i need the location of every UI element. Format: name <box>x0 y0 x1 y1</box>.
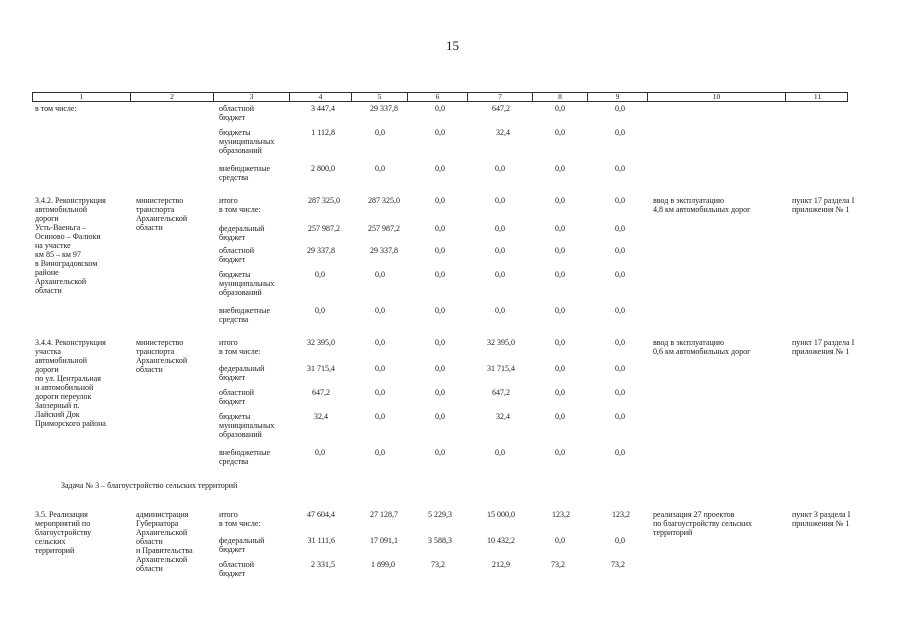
value-col9: 0,0 <box>615 448 625 457</box>
value-col8: 73,2 <box>551 560 565 569</box>
value-col5: 0,0 <box>375 412 385 421</box>
value-col7: 0,0 <box>495 196 505 205</box>
executor: министерство транспорта Архангельской области <box>136 338 188 374</box>
value-col6: 73,2 <box>431 560 445 569</box>
value-col6: 0,0 <box>435 448 445 457</box>
funding-type: федеральный бюджет <box>219 224 265 242</box>
col-header-8: 8 <box>533 92 588 102</box>
executor: министерство транспорта Архангельской области <box>136 196 188 232</box>
reference: пункт 17 раздела I приложения № 1 <box>792 196 855 214</box>
value-col4: 3 447,4 <box>311 104 335 113</box>
value-col5: 29 337,8 <box>370 246 398 255</box>
value-col6: 0,0 <box>435 128 445 137</box>
col-header-3: 3 <box>214 92 290 102</box>
value-col4: 32,4 <box>314 412 328 421</box>
reference: пункт 3 раздела I приложения № 1 <box>792 510 851 528</box>
value-col4: 257 987,2 <box>308 224 340 233</box>
value-col7: 0,0 <box>495 224 505 233</box>
value-col7: 647,2 <box>492 104 510 113</box>
funding-type: областной бюджет <box>219 246 255 264</box>
value-col4: 2 331,5 <box>311 560 335 569</box>
value-col5: 0,0 <box>375 364 385 373</box>
value-col8: 0,0 <box>555 270 565 279</box>
value-col4: 32 395,0 <box>307 338 335 347</box>
value-col5: 0,0 <box>375 338 385 347</box>
value-col8: 0,0 <box>555 306 565 315</box>
funding-type: итого в том числе: <box>219 196 261 214</box>
block-name: 3.5. Реализация мероприятий по благоустройству сельских территорий <box>35 510 92 555</box>
value-col5: 27 128,7 <box>370 510 398 519</box>
result: ввод в эксплуатацию 4,8 км автомобильных дорог <box>653 196 751 214</box>
value-col5: 0,0 <box>375 128 385 137</box>
value-col8: 0,0 <box>555 364 565 373</box>
funding-type: федеральный бюджет <box>219 364 265 382</box>
value-col6: 0,0 <box>435 270 445 279</box>
value-col9: 0,0 <box>615 270 625 279</box>
value-col6: 0,0 <box>435 412 445 421</box>
value-col9: 0,0 <box>615 128 625 137</box>
funding-type: федеральный бюджет <box>219 536 265 554</box>
value-col9: 0,0 <box>615 164 625 173</box>
funding-type: областной бюджет <box>219 104 255 122</box>
value-col4: 0,0 <box>315 270 325 279</box>
value-col5: 17 091,1 <box>370 536 398 545</box>
value-col6: 0,0 <box>435 364 445 373</box>
value-col7: 0,0 <box>495 270 505 279</box>
value-col7: 647,2 <box>492 388 510 397</box>
value-col5: 0,0 <box>375 306 385 315</box>
value-col6: 3 588,3 <box>428 536 452 545</box>
col-header-11: 11 <box>813 92 822 101</box>
value-col4: 29 337,8 <box>307 246 335 255</box>
value-col8: 0,0 <box>555 338 565 347</box>
value-col4: 0,0 <box>315 448 325 457</box>
block-name: 3.4.4. Реконструкция участка автомобильной дороги по ул. Центральная и автомобильной дороги переулок Заозерный п. Лайский Док Приморского района <box>35 338 106 428</box>
funding-type: внебюджетные средства <box>219 448 270 466</box>
value-col8: 0,0 <box>555 224 565 233</box>
funding-type: итого в том числе: <box>219 510 261 528</box>
value-col7: 0,0 <box>495 448 505 457</box>
value-col6: 0,0 <box>435 104 445 113</box>
value-col9: 0,0 <box>615 412 625 421</box>
value-col4: 31 111,6 <box>307 536 335 545</box>
value-col6: 0,0 <box>435 306 445 315</box>
value-col6: 0,0 <box>435 224 445 233</box>
funding-type: областной бюджет <box>219 560 255 578</box>
value-col4: 31 715,4 <box>307 364 335 373</box>
result: ввод в эксплуатацию 0,6 км автомобильных дорог <box>653 338 751 356</box>
value-col9: 0,0 <box>615 536 625 545</box>
value-col7: 212,9 <box>492 560 510 569</box>
value-col9: 73,2 <box>611 560 625 569</box>
value-col6: 0,0 <box>435 196 445 205</box>
value-col9: 0,0 <box>615 388 625 397</box>
value-col8: 0,0 <box>555 536 565 545</box>
col-header-7: 7 <box>468 92 533 102</box>
value-col5: 287 325,0 <box>368 196 400 205</box>
value-col5: 257 987,2 <box>368 224 400 233</box>
value-col6: 0,0 <box>435 388 445 397</box>
funding-type: бюджеты муниципальных образований <box>219 128 275 155</box>
value-col7: 31 715,4 <box>487 364 515 373</box>
value-col7: 0,0 <box>495 164 505 173</box>
value-col5: 0,0 <box>375 388 385 397</box>
value-col7: 15 000,0 <box>487 510 515 519</box>
value-col5: 0,0 <box>375 270 385 279</box>
value-col9: 0,0 <box>615 338 625 347</box>
value-col9: 0,0 <box>615 246 625 255</box>
value-col7: 10 432,2 <box>487 536 515 545</box>
value-col9: 0,0 <box>615 196 625 205</box>
col-header-5: 5 <box>352 92 408 102</box>
value-col5: 0,0 <box>375 164 385 173</box>
value-col6: 0,0 <box>435 338 445 347</box>
value-col8: 0,0 <box>555 388 565 397</box>
value-col8: 0,0 <box>555 448 565 457</box>
value-col6: 0,0 <box>435 246 445 255</box>
funding-type: внебюджетные средства <box>219 306 270 324</box>
value-col7: 32 395,0 <box>487 338 515 347</box>
block-name: в том числе: <box>35 104 77 113</box>
value-col9: 0,0 <box>615 224 625 233</box>
funding-type: внебюджетные средства <box>219 164 270 182</box>
value-col9: 0,0 <box>615 306 625 315</box>
value-col8: 0,0 <box>555 104 565 113</box>
value-col4: 647,2 <box>312 388 330 397</box>
value-col4: 287 325,0 <box>308 196 340 205</box>
funding-type: областной бюджет <box>219 388 255 406</box>
value-col8: 0,0 <box>555 412 565 421</box>
col-header-4: 4 <box>290 92 352 102</box>
value-col9: 0,0 <box>615 104 625 113</box>
value-col4: 2 800,0 <box>311 164 335 173</box>
col-header-2: 2 <box>131 92 214 102</box>
value-col7: 0,0 <box>495 306 505 315</box>
value-col8: 0,0 <box>555 196 565 205</box>
value-col9: 0,0 <box>615 364 625 373</box>
col-header-9: 9 <box>588 92 648 102</box>
result: реализация 27 проектов по благоустройству сельских территорий <box>653 510 753 537</box>
block-name: 3.4.2. Реконструкция автомобильной дороги Усть-Ваеньга – Осиново – Фалюки на участке км 85 – км 97 в Виноградовском районе Архангельской области <box>35 196 106 295</box>
task-heading: Задача № 3 – благоустройство сельских территорий <box>61 481 238 490</box>
value-col7: 32,4 <box>496 128 510 137</box>
value-col6: 0,0 <box>435 164 445 173</box>
col-header-1: 1 <box>33 92 131 102</box>
value-col4: 0,0 <box>315 306 325 315</box>
value-col8: 123,2 <box>552 510 570 519</box>
funding-type: бюджеты муниципальных образований <box>219 270 275 297</box>
value-col8: 0,0 <box>555 246 565 255</box>
page-number: 15 <box>446 38 459 53</box>
value-col8: 0,0 <box>555 164 565 173</box>
value-col5: 1 899,0 <box>371 560 395 569</box>
value-col7: 0,0 <box>495 246 505 255</box>
value-col7: 32,4 <box>496 412 510 421</box>
reference: пункт 17 раздела I приложения № 1 <box>792 338 855 356</box>
col-header-10: 10 <box>648 92 786 102</box>
executor: администрация Губернатора Архангельской области и Правительства Архангельской области <box>136 510 193 573</box>
value-col4: 47 604,4 <box>307 510 335 519</box>
value-col4: 1 112,8 <box>311 128 335 137</box>
value-col8: 0,0 <box>555 128 565 137</box>
value-col5: 0,0 <box>375 448 385 457</box>
funding-type: итого в том числе: <box>219 338 261 356</box>
value-col9: 123,2 <box>612 510 630 519</box>
column-header-row <box>32 92 848 102</box>
value-col5: 29 337,8 <box>370 104 398 113</box>
value-col6: 5 229,3 <box>428 510 452 519</box>
funding-type: бюджеты муниципальных образований <box>219 412 275 439</box>
col-header-6: 6 <box>408 92 468 102</box>
